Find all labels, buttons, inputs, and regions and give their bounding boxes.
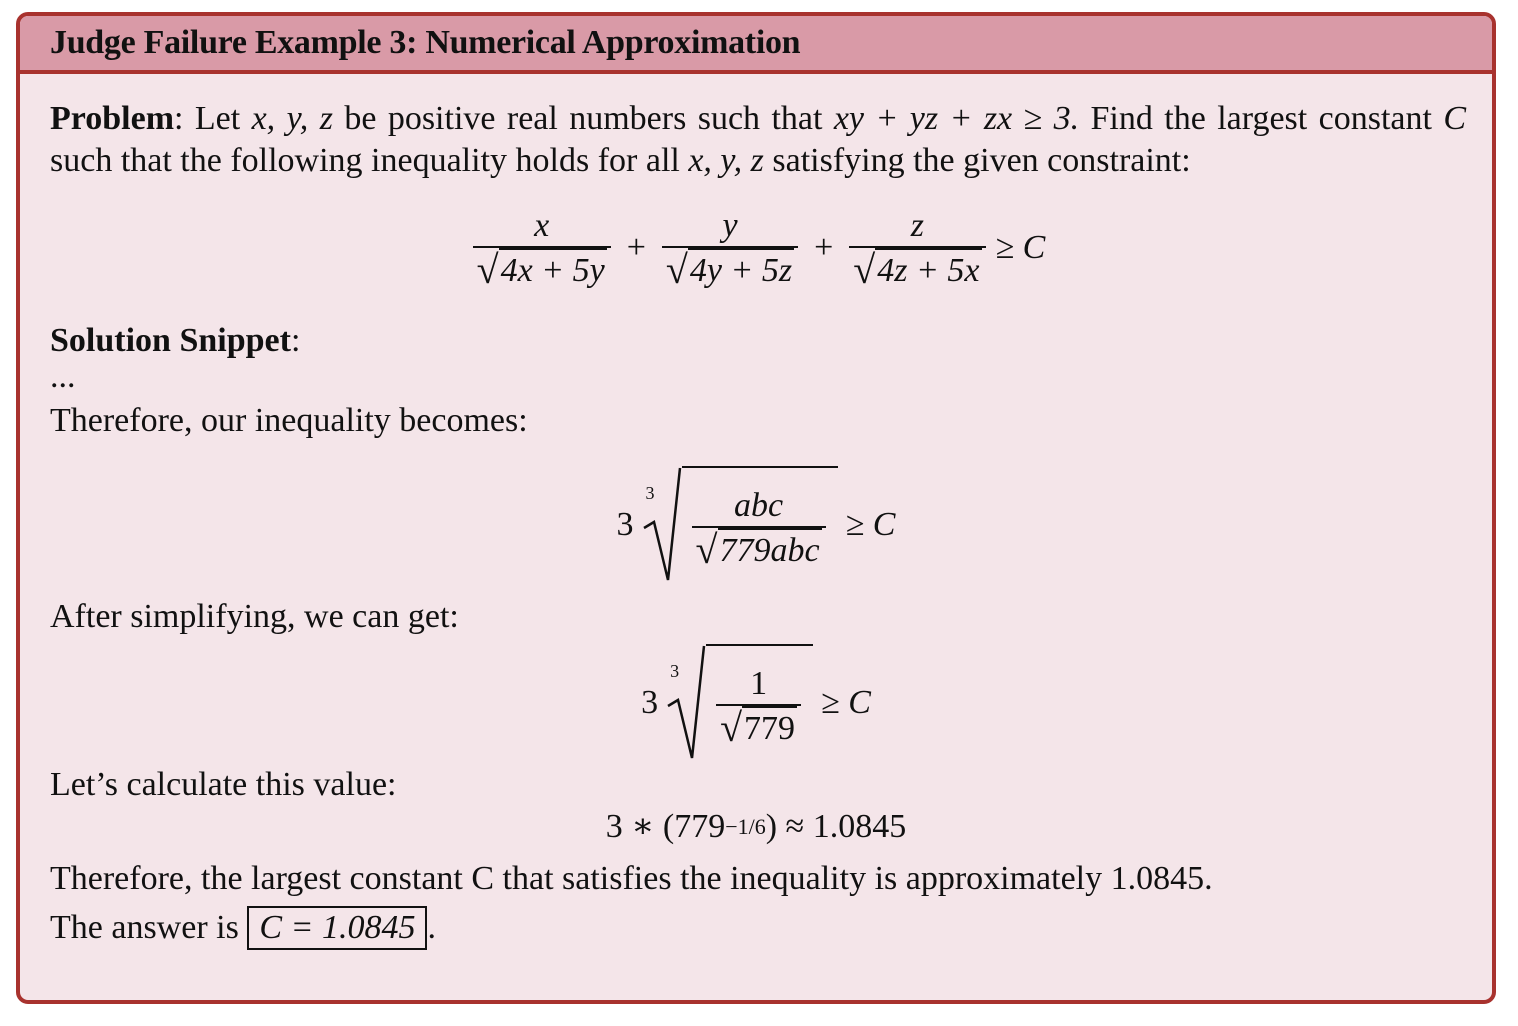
box-title: Judge Failure Example 3: Numerical Approximation	[20, 16, 1492, 74]
problem-equation: x √ 4x + 5y + y √ 4y + 5z + z √ 4z + 5x ≥ C	[20, 206, 1492, 290]
fraction-3: z √ 4z + 5x	[849, 206, 985, 290]
fraction-1: x √ 4x + 5y	[473, 206, 611, 290]
fraction-2: y √ 4y + 5z	[662, 206, 798, 290]
cube-root-1: 3 abc √ 779abc	[642, 466, 838, 584]
solution-line-1: Therefore, our inequality becomes:	[50, 402, 528, 439]
cube-root-2: 3 1 √ 779	[666, 644, 813, 762]
solution-line-3: Let’s calculate this value:	[50, 766, 397, 803]
solution-line-2: After simplifying, we can get:	[50, 598, 459, 635]
solution-heading: Solution Snippet:	[50, 322, 301, 359]
solution-equation-3: 3 ∗ (779 −1/6 ) ≈ 1.0845	[605, 808, 907, 845]
solution-answer-line: The answer is C = 1.0845 .	[50, 906, 1466, 950]
solution-equation-2: 3 3 1 √ 779 ≥ C	[20, 644, 1492, 762]
problem-paragraph: Problem: Let x, y, z be positive real numbers such that xy + yz + zx ≥ 3. Find the largest constant C such that the following inequality holds for all x, y, z satisfying the given constraint:	[50, 100, 1467, 179]
example-box	[16, 12, 1496, 1004]
problem-vars: x, y, z	[251, 100, 333, 137]
problem-rhs: ≥ C	[995, 229, 1046, 266]
answer-box: C = 1.0845	[247, 906, 427, 950]
solution-line-4: Therefore, the largest constant C that satisfies the inequality is approximately 1.0845.	[50, 860, 1213, 897]
problem-constraint: xy + yz + zx ≥ 3.	[833, 100, 1080, 137]
problem-label: Problem	[50, 100, 175, 137]
solution-equation-1: 3 3 abc √ 779abc ≥ C	[20, 466, 1492, 584]
solution-label: Solution Snippet	[50, 322, 291, 359]
ellipsis: ...	[50, 358, 76, 395]
